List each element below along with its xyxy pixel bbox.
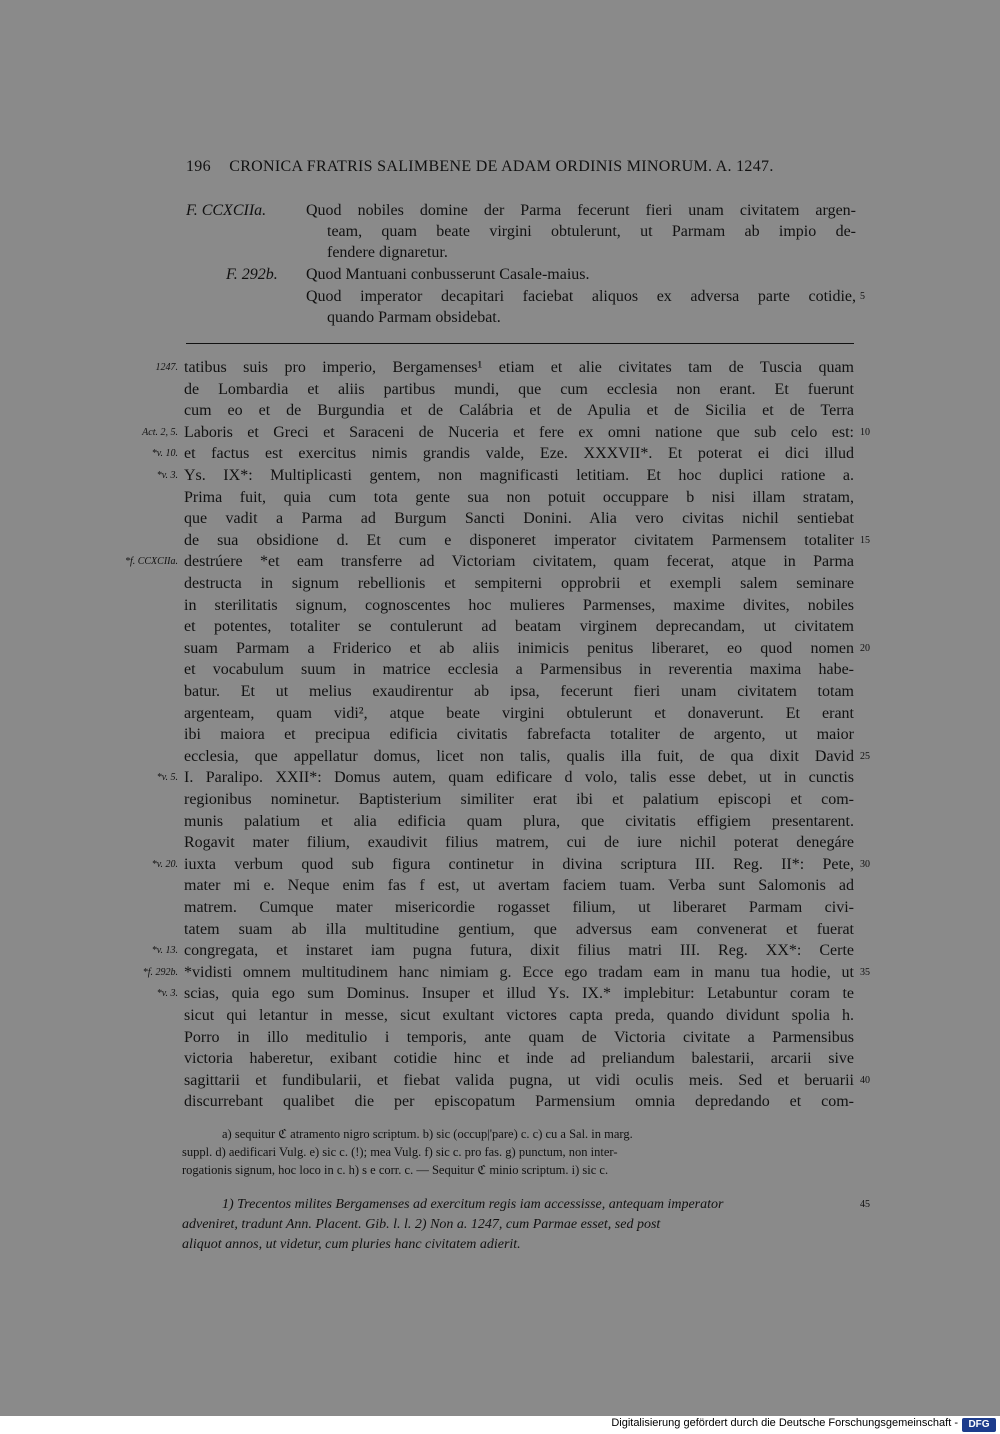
chapter-title-line: Quod nobiles domine der Parma fecerunt fieri unam civitatem argen-	[306, 202, 856, 219]
body-line: ibi maiora et precipua edificia civitatis fabrefacta totaliter de argento, ut maior	[184, 726, 854, 743]
body-line: destructa in signum rebellionis et sempiterni opprobrii et exempli salem seminare	[184, 575, 854, 592]
body-line: tatibus suis pro imperio, Bergamenses¹ etiam et alie civitates tam de Tuscia quam	[184, 359, 854, 376]
chapter-title-line: fendere dignaretur.	[327, 244, 448, 261]
note-line: adveniret, tradunt Ann. Placent. Gib. l. l. 2) Non a. 1247, cum Parmae esset, sed post	[182, 1217, 661, 1232]
body-line: Rogavit mater filium, exaudivit filius matrem, cui de iure nichil poterat denegáre	[184, 834, 854, 851]
body-line: destrúere *et eam transferre ad Victoriam civitatem, quam fecerat, atque in Parma	[184, 553, 854, 570]
body-line: sicut qui letantur in messe, sicut exultant victores capta preda, quando dividunt spolia h.	[184, 1007, 854, 1024]
body-line: et vocabulum suum in matrice ecclesia a Parmensibus in reverentia maxima habe-	[184, 661, 854, 678]
note-line: aliquot annos, ut videtur, cum pluries hanc civitatem adierit.	[182, 1237, 521, 1252]
body-line: discurrebant qualibet die per episcopatum Parmensium omnia depredando et com-	[184, 1093, 854, 1110]
body-line: Prima fuit, quia cum tota gente sua non potuit occuppare b nisi illam stratam,	[184, 489, 854, 506]
section-rule	[186, 343, 854, 344]
line-number: 40	[860, 1075, 870, 1086]
chapter-title-line: Quod imperator decapitari faciebat aliquos ex adversa parte cotidie,	[306, 288, 856, 305]
dfg-logo-icon: DFG	[962, 1418, 996, 1432]
margin-reference: *v. 5.	[156, 772, 178, 783]
body-line: victoria haberetur, exibant cotidie hinc et inde ad preliandum balestarii, arcarii sive	[184, 1050, 854, 1067]
margin-reference: *v. 10.	[151, 448, 178, 459]
folio-label: F. CCXCIIa.	[186, 202, 267, 219]
body-line: cum eo et de Burgundia et de Calábria et de Apulia et de Sicilia et de Terra	[184, 402, 854, 419]
body-line: Ys. IX*: Multiplicasti gentem, non magnificasti letitiam. Et hoc duplici ratione a.	[184, 467, 854, 484]
margin-reference: *v. 3.	[156, 470, 178, 481]
margin-reference: *v. 3.	[156, 988, 178, 999]
chapter-title-line: team, quam beate virgini obtulerunt, ut Parmam ab impio de-	[327, 223, 856, 240]
body-line: iuxta verbum quod sub figura continetur in divina scriptura III. Reg. II*: Pete,	[184, 856, 854, 873]
line-number: 30	[860, 859, 870, 870]
body-line: matrem. Cumque mater misericordie rogasset filium, ut liberaret Parmam civi-	[184, 899, 854, 916]
margin-reference: *f. CCXCIIa.	[124, 556, 178, 567]
body-line: congregata, et instaret iam pugna futura, dixit filius matri III. Reg. XX*: Certe	[184, 942, 854, 959]
line-number: 20	[860, 643, 870, 654]
margin-reference: *f. 292b.	[142, 967, 178, 978]
chapter-title-line: Quod Mantuani conbusserunt Casale-maius.	[306, 266, 590, 283]
running-header	[186, 158, 816, 176]
margin-reference: 1247.	[155, 362, 178, 373]
running-title: CRONICA FRATRIS SALIMBENE DE ADAM ORDINIS MINORUM. A. 1247.	[229, 158, 774, 175]
body-line: et potentes, totaliter se contulerunt ad beatam virginem deprecandam, ut civitatem	[184, 618, 854, 635]
note-line: 1) Trecentos milites Bergamenses ad exercitum regis iam accessisse, antequam imperator	[222, 1197, 724, 1212]
body-line: mater mi e. Neque enim fas f est, ut avertam faciem tuam. Verba sunt Salomonis ad	[184, 877, 854, 894]
folio-label: F. 292b.	[226, 266, 278, 283]
body-line: et factus est exercitus nimis grandis valde, Eze. XXXVII*. Et poterat ei dici illud	[184, 445, 854, 462]
margin-reference: *v. 20.	[151, 859, 178, 870]
footer-credit: Digitalisierung gefördert durch die Deutsche Forschungsgemeinschaft -	[611, 1417, 958, 1429]
body-line: regionibus nominetur. Baptisterium similiter erat ibi et palatium episcopi et com-	[184, 791, 854, 808]
chapter-title-line: quando Parmam obsidebat.	[327, 309, 501, 326]
body-line: in sterilitatis signum, cognoscentes hoc mulieres Parmenses, maxime divites, nobiles	[184, 597, 854, 614]
body-line: munis palatium et alia edificia quam plura, que civitatis effigiem presentarent.	[184, 813, 854, 830]
line-number: 35	[860, 967, 870, 978]
body-line: que vadit a Parma ad Burgum Sancti Donini. Alia vero civitas nichil sentiebat	[184, 510, 854, 527]
margin-reference: Act. 2, 5.	[142, 427, 178, 438]
body-line: *vidisti omnem multitudinem hanc nimiam g. Ecce ego tradam eam in manu tua hodie, ut	[184, 964, 854, 981]
body-line: de sua obsidione d. Et cum e disponeret imperator civitatem Parmensem totaliter	[184, 532, 854, 549]
apparatus-line: rogationis signum, hoc loco in c. h) s e corr. c. — Sequitur ℭ minio scriptum. i) sic c.	[182, 1163, 609, 1177]
body-line: sagittarii et fundibularii, et fiebat valida pugna, ut vidi oculis meis. Sed et beruarii	[184, 1072, 854, 1089]
body-line: batur. Et ut melius exaudirentur ab ipsa, fecerunt fieri unam civitatem totam	[184, 683, 854, 700]
apparatus-line: suppl. d) aedificari Vulg. e) sic c. (!); mea Vulg. f) sic c. pro fas. g) punctum, non inter-	[182, 1145, 618, 1159]
body-line: de Lombardia et aliis partibus mundi, que cum ecclesia non erant. Et fuerunt	[184, 381, 854, 398]
line-number: 45	[860, 1199, 870, 1210]
margin-reference: *v. 13.	[151, 945, 178, 956]
body-line: scias, quia ego sum Dominus. Insuper et illud Ys. IX.* implebitur: Letabuntur coram te	[184, 985, 854, 1002]
body-line: I. Paralipo. XXII*: Domus autem, quam edificare d volo, talis esse debet, ut in cunctis	[184, 769, 854, 786]
body-line: tatem suam ab illa multitudine gentium, que adversus eam convenerat et fuerat	[184, 921, 854, 938]
line-number: 15	[860, 535, 870, 546]
line-number: 10	[860, 427, 870, 438]
line-number: 25	[860, 751, 870, 762]
body-line: Laboris et Greci et Saraceni de Nuceria et fere ex omni natione que sub celo est:	[184, 424, 854, 441]
line-number: 5	[860, 291, 865, 302]
body-line: Porro in illo meditulio i temporis, ante quam de Victoria civitate a Parmensibus	[184, 1029, 854, 1046]
page-number: 196	[186, 158, 211, 175]
apparatus-line: a) sequitur ℭ atramento nigro scriptum. b) sic (occup|'pare) c. c) cu a Sal. in marg.	[222, 1127, 633, 1141]
body-line: argenteam, quam vidi², atque beate virgini obtulerunt et donaverunt. Et erant	[184, 705, 854, 722]
body-line: suam Parmam a Friderico et ab aliis inimicis penitus liberaret, eo quod nomen	[184, 640, 854, 657]
body-line: ecclesia, que appellatur domus, licet non talis, qualis illa fuit, de qua dixit David	[184, 748, 854, 765]
